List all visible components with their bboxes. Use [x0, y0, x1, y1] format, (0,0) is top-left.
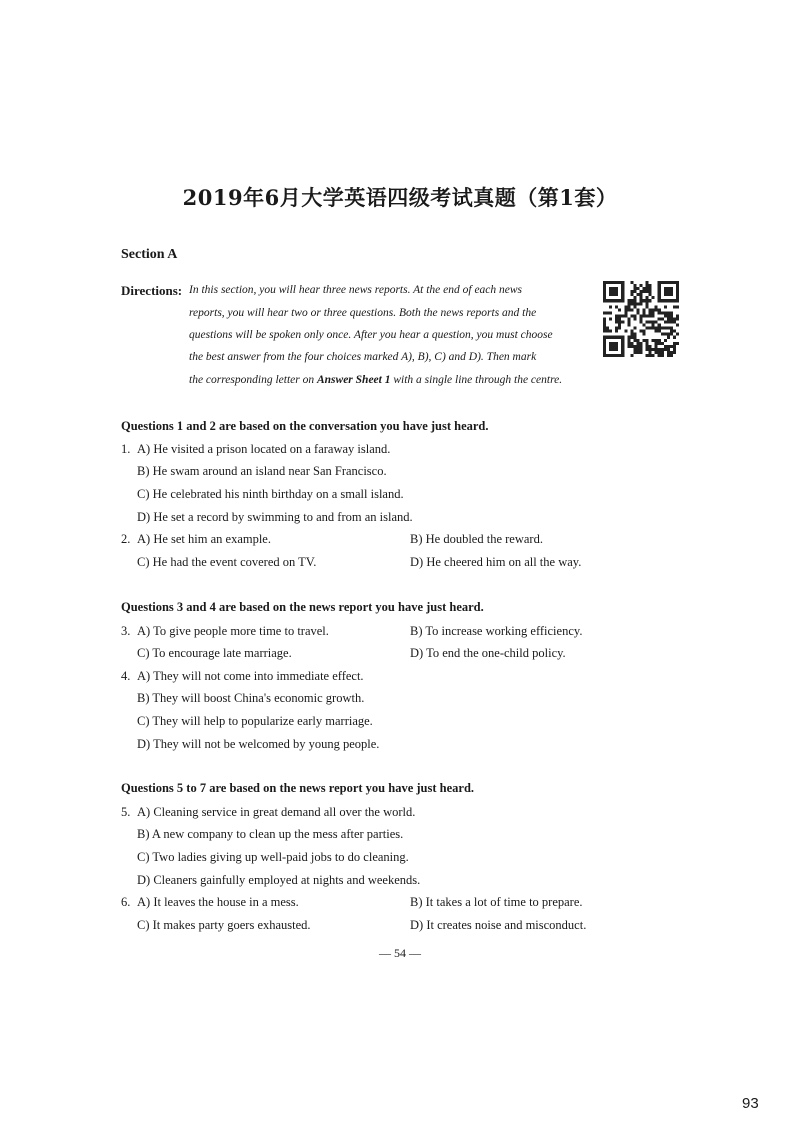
answer-option: B) A new company to clean up the mess after parties. [137, 827, 404, 841]
answer-option: D) To end the one-child policy. [410, 646, 566, 660]
directions-line-5-pre: the corresponding letter on [189, 374, 315, 386]
section-heading: Section A [121, 247, 178, 262]
directions-line-5-post: with a single line through the centre. [393, 374, 563, 386]
answer-option: C) They will help to popularize early marriage. [137, 714, 373, 728]
page-footer: — 54 — [379, 946, 421, 960]
answer-option: C) To encourage late marriage. [137, 646, 292, 660]
answer-option: A) It leaves the house in a mess. [137, 895, 299, 909]
question-group-heading-2: Questions 3 and 4 are based on the news report you have just heard. [121, 600, 484, 614]
directions-label: Directions: [121, 283, 183, 298]
question-number: 5. [121, 805, 131, 819]
question-number: 1. [121, 442, 131, 456]
answer-option: A) To give people more time to travel. [137, 624, 329, 638]
answer-option: D) He cheered him on all the way. [410, 555, 582, 569]
page-number: 93 [742, 1095, 759, 1112]
question-group-heading-1: Questions 1 and 2 are based on the conversation you have just heard. [121, 419, 489, 433]
directions-line-2: reports, you will hear two or three questions. Both the news reports and the [189, 307, 537, 319]
answer-option: D) They will not be welcomed by young people. [137, 737, 380, 751]
directions-line-5 [189, 374, 562, 386]
answer-option: B) He doubled the reward. [410, 532, 543, 546]
answer-option: B) They will boost China's economic growth. [137, 691, 365, 705]
answer-option: B) He swam around an island near San Francisco. [137, 464, 387, 478]
directions-line-1: In this section, you will hear three news reports. At the end of each news [189, 284, 523, 296]
answer-option: C) It makes party goers exhausted. [137, 918, 311, 932]
answer-sheet-label: Answer Sheet 1 [316, 374, 391, 386]
answer-option: B) To increase working efficiency. [410, 624, 583, 638]
directions-line-3: questions will be spoken only once. After you hear a question, you must choose [189, 329, 553, 341]
answer-option: A) He visited a prison located on a faraway island. [137, 442, 391, 456]
answer-option: C) He celebrated his ninth birthday on a small island. [137, 487, 404, 501]
question-number: 6. [121, 895, 131, 909]
qr-code [603, 281, 679, 357]
answer-option: A) They will not come into immediate effect. [137, 669, 364, 683]
page-title: 2019年6月大学英语四级考试真题（第1套） [182, 185, 618, 210]
answer-option: D) He set a record by swimming to and from an island. [137, 510, 413, 524]
question-number: 3. [121, 624, 131, 638]
question-number: 2. [121, 532, 131, 546]
question-number: 4. [121, 669, 131, 683]
answer-option: A) He set him an example. [137, 532, 271, 546]
answer-option: D) It creates noise and misconduct. [410, 918, 587, 932]
answer-option: C) He had the event covered on TV. [137, 555, 317, 569]
answer-option: A) Cleaning service in great demand all over the world. [137, 805, 416, 819]
answer-option: D) Cleaners gainfully employed at nights and weekends. [137, 873, 421, 887]
answer-option: C) Two ladies giving up well-paid jobs to do cleaning. [137, 850, 409, 864]
directions-line-4: the best answer from the four choices marked A), B), C) and D). Then mark [189, 351, 537, 363]
question-group-heading-3: Questions 5 to 7 are based on the news report you have just heard. [121, 781, 475, 795]
answer-option: B) It takes a lot of time to prepare. [410, 895, 583, 909]
